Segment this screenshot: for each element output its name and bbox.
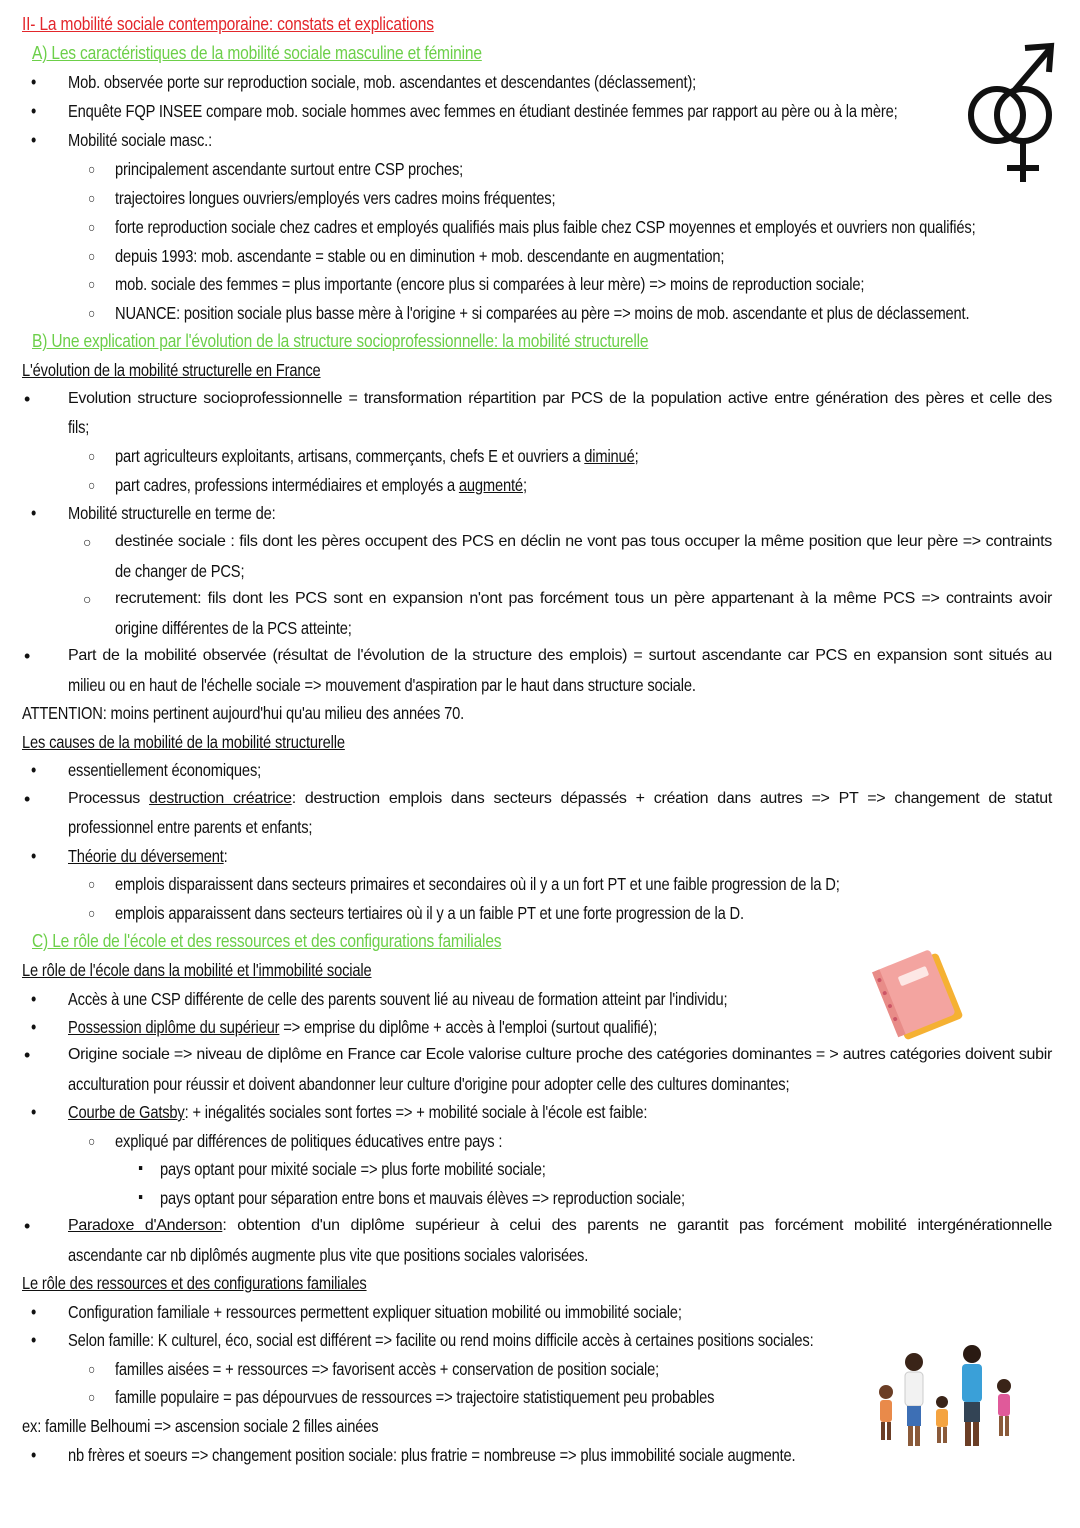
list-item: ○ trajectoires longues ouvriers/employés vers cadres moins fréquentes;	[115, 184, 555, 212]
page-title: II- La mobilité sociale contemporaine: constats et explications	[22, 13, 434, 34]
list-item: • essentiellement économiques;	[68, 756, 261, 784]
list-item: ○ recrutement: fils dont les PCS sont en expansion n'ont pas forcément tous un père appartenant à la même PCS => contraints avoir	[115, 585, 1052, 613]
underlined-text: Paradoxe d'Anderson	[68, 1217, 223, 1234]
subheading: Le rôle des ressources et des configurations familiales	[22, 1273, 367, 1293]
list-item: ○ NUANCE: position sociale plus basse mère à l'origine + si comparées au père => moins de mob. ascendante et plus de déclassement.	[115, 299, 969, 327]
list-item: ○ familles aisées = + ressources => favorisent accès + conservation de position sociale;	[115, 1355, 659, 1383]
list-item: • Part de la mobilité observée (résultat de l'évolution de la structure des emplois) = surtout ascendante car PCS en expansion sont situés au	[68, 642, 1052, 670]
list-item: • Evolution structure socioprofessionnelle = transformation répartition par PCS de la population active entre génération des pères et celle des	[68, 385, 1052, 413]
list-item: ○ forte reproduction sociale chez cadres et employés qualifiés mais plus faible chez CSP moyennes et employés et ouvriers non qualifiés;	[115, 213, 976, 241]
list-item: ○ depuis 1993: mob. ascendante = stable ou en diminution + mob. descendante en augmentation;	[115, 242, 724, 270]
text: Processus	[68, 790, 150, 807]
list-item: ○ principalement ascendante surtout entre CSP proches;	[115, 155, 463, 183]
subheading: Les causes de la mobilité de la mobilité structurelle	[22, 732, 345, 752]
subheading: Le rôle de l'école dans la mobilité et l'immobilité sociale	[22, 960, 372, 980]
list-item	[68, 785, 1052, 813]
list-item: ▪ pays optant pour séparation entre bons et mauvais élèves => reproduction sociale;	[160, 1184, 685, 1212]
list-item-continuation: acculturation pour réussir et doivent abandonner leur culture d'origine pour adopter celle des cultures dominantes;	[68, 1074, 790, 1094]
notebooks-icon	[860, 940, 980, 1040]
list-item: • Configuration familiale + ressources permettent expliquer situation mobilité ou immobilité sociale;	[68, 1298, 682, 1326]
list-item: ○ emplois apparaissent dans secteurs tertiaires où il y a un faible PT et une forte progression de la D.	[115, 899, 744, 927]
text: : obtention d'un diplôme supérieur à celui des parents ne garantit pas forcément mobilité intergénérationnelle	[222, 1217, 1052, 1234]
list-item: ○ destinée sociale : fils dont les pères occupent des PCS en déclin ne vont pas tous occuper la même position que leur père => contraints	[115, 528, 1052, 556]
gender-symbols-icon	[965, 40, 1060, 190]
attention-note: ATTENTION: moins pertinent aujourd'hui qu'au milieu des années 70.	[22, 703, 465, 723]
list-item	[68, 842, 228, 870]
list-item: • Accès à une CSP différente de celle des parents souvent lié au niveau de formation atteint par l'individu;	[68, 985, 727, 1013]
list-item: ○ expliqué par différences de politiques éducatives entre pays :	[115, 1127, 502, 1155]
list-item: • Selon famille: K culturel, éco, social est différent => facilite ou rend moins difficile accès à certaines positions sociales:	[68, 1326, 814, 1354]
list-item: ○ emplois disparaissent dans secteurs primaires et secondaires où il y a un fort PT et une faible progression de la D;	[115, 870, 840, 898]
underlined-text: Courbe de Gatsby	[68, 1102, 185, 1122]
list-item	[68, 1098, 647, 1126]
text: ;	[634, 446, 639, 466]
list-item: • Mob. observée porte sur reproduction sociale, mob. ascendantes et descendantes (déclassement);	[68, 68, 696, 96]
underlined-text: augmenté	[458, 475, 523, 495]
list-item	[68, 1013, 657, 1041]
list-item	[68, 1212, 1052, 1240]
list-item: • Mobilité sociale masc.:	[68, 126, 212, 154]
list-item: • nb frères et soeurs => changement position sociale: plus fratrie = nombreuse => plus immobilité sociale augmente.	[68, 1441, 795, 1469]
list-item: • Origine sociale => niveau de diplôme en France car Ecole valorise culture proche des catégories dominantes = > autres catégories doivent subir	[68, 1041, 1052, 1069]
list-item-continuation: origine différentes de la PCS atteinte;	[115, 618, 352, 638]
text: ;	[522, 475, 527, 495]
list-item: • Enquête FQP INSEE compare mob. sociale hommes avec femmes en étudiant destinée femmes par rapport au père ou à la mère;	[68, 97, 898, 125]
list-item	[115, 471, 527, 499]
list-item-continuation: ascendante car nb diplômés augmente plus vite que positions sociales valorisées.	[68, 1245, 589, 1265]
underlined-text: diminué	[584, 446, 635, 466]
underlined-text: Théorie du déversement	[68, 846, 224, 866]
section-c-heading: C) Le rôle de l'école et des ressources et des configurations familiales	[32, 930, 502, 951]
section-b-heading: B) Une explication par l'évolution de la structure socioprofessionnelle: la mobilité structurelle	[32, 330, 649, 351]
text: : destruction emplois dans secteurs dépassés + création dans autres => PT => changement de statut	[291, 790, 1052, 807]
family-illustration-icon	[872, 1342, 1032, 1452]
example-line: ex: famille Belhoumi => ascension sociale 2 filles ainées	[22, 1416, 379, 1436]
list-item-continuation: fils;	[68, 417, 90, 437]
underlined-text: destruction créatrice	[149, 790, 292, 807]
list-item-continuation: milieu ou en haut de l'échelle sociale => mouvement d'aspiration par le haut dans structure sociale.	[68, 675, 696, 695]
list-item: ○ famille populaire = pas dépourvues de ressources => trajectoire statistiquement peu probables	[115, 1383, 714, 1411]
text: part agriculteurs exploitants, artisans, commerçants, chefs E et ouvriers a	[115, 446, 585, 466]
text: => emprise du diplôme + accès à l'emploi (surtout qualifié);	[279, 1017, 658, 1037]
subheading: L'évolution de la mobilité structurelle en France	[22, 360, 321, 380]
section-a-heading: A) Les caractéristiques de la mobilité sociale masculine et féminine	[32, 42, 482, 63]
text: part cadres, professions intermédiaires et employés a	[115, 475, 459, 495]
list-item-continuation: de changer de PCS;	[115, 561, 245, 581]
text: :	[223, 846, 228, 866]
list-item: ○ mob. sociale des femmes = plus importante (encore plus si comparées à leur mère) => moins de reproduction sociale;	[115, 270, 864, 298]
list-item	[115, 442, 639, 470]
list-item: ▪ pays optant pour mixité sociale => plus forte mobilité sociale;	[160, 1155, 546, 1183]
text: : + inégalités sociales sont fortes => + mobilité sociale à l'école est faible:	[184, 1102, 648, 1122]
underlined-text: Possession diplôme du supérieur	[68, 1017, 280, 1037]
list-item: • Mobilité structurelle en terme de:	[68, 499, 276, 527]
list-item-continuation: professionnel entre parents et enfants;	[68, 817, 313, 837]
